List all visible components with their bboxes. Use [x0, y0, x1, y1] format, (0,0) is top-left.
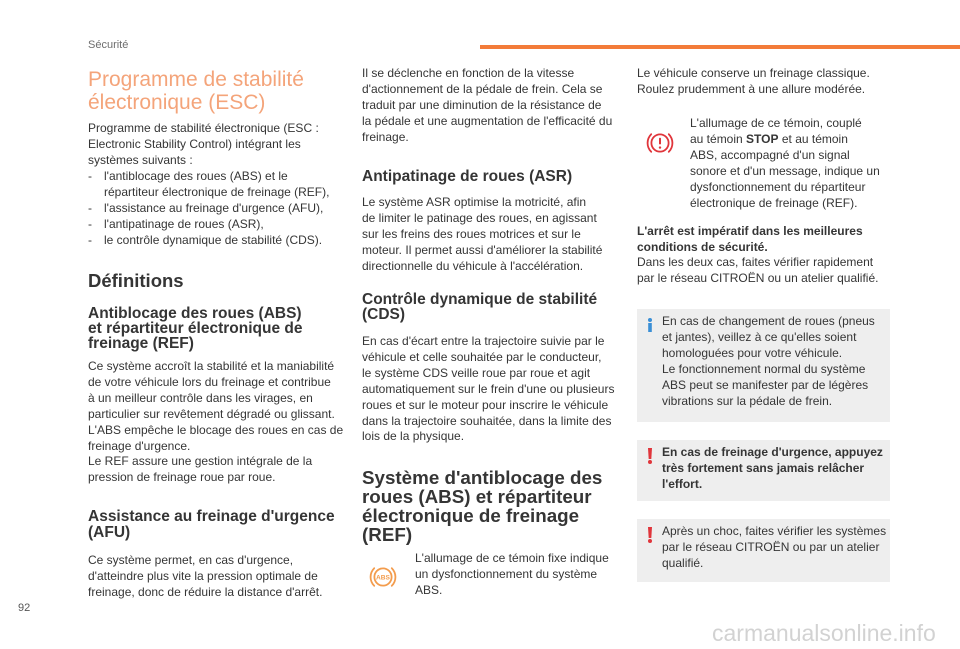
- list-item-text: l'antiblocage des roues (ABS) et le répartiteur électronique de freinage (REF),: [104, 169, 330, 199]
- ref-light-text-end: et au témoin ABS, accompagné d'un signal sonore et d'un message, indique un dysfonctionnement du répartiteur électronique de freinage (REF).: [690, 131, 880, 210]
- exclamation-icon: [646, 448, 654, 464]
- esc-intro: Programme de stabilité électronique (ESC : Electronic Stability Control) intégrant les systèmes suivants :: [88, 121, 319, 167]
- list-item: [88, 201, 329, 217]
- section-label: Sécurité: [88, 39, 129, 51]
- list-item: [88, 217, 329, 233]
- abs-light-consequence: Le véhicule conserve un freinage classique. Roulez prudemment à une allure modérée.: [637, 66, 870, 96]
- exclamation-icon: [646, 527, 654, 543]
- esc-systems-list: [88, 169, 329, 249]
- list-marker: -: [88, 169, 92, 183]
- stop-light-name: STOP: [746, 131, 779, 146]
- list-item: [88, 169, 329, 201]
- brake-icon-exclamation-bar: [659, 138, 661, 145]
- watermark: carmanualsonline.info: [712, 620, 936, 646]
- abs-light-description: L'allumage de ce témoin fixe indique un dysfonctionnement du système ABS.: [415, 551, 609, 597]
- page-number: 92: [18, 602, 31, 614]
- after-impact-note-text: Après un choc, faites vérifier les systèmes par le réseau CITROËN ou par un atelier qualifié.: [662, 524, 887, 570]
- list-marker: -: [88, 200, 92, 215]
- list-marker: -: [88, 232, 92, 247]
- afu-description: Ce système permet, en cas d'urgence, d'atteindre plus vite la pression optimale de freinage, donc de réduire la distance d'arrêt.: [88, 553, 323, 599]
- brake-icon-exclamation-dot: [659, 146, 661, 148]
- abs-ref-description: Ce système accroît la stabilité et la maniabilité de votre véhicule lors du freinage et contribue à un meilleur contrôle dans les virages, en particulier sur revêtement dégradé ou glissant. L'ABS empêche le blocage des roues en cas de freinage d'urgence. Le REF assure une gestion intégrale de la pression de freinage roue par roue.: [88, 359, 344, 485]
- check-advice: Dans les deux cas, faites vérifier rapidement par le réseau CITROËN ou un atelier qualifié.: [637, 255, 879, 285]
- asr-description: Le système ASR optimise la motricité, afin de limiter le patinage des roues, en agissant sur les freins des roues motrices et sur le moteur. Il permet aussi d'améliorer la stabilité directionnelle du véhicule à l'accélération.: [362, 195, 603, 273]
- section-accent-bar: [480, 45, 960, 49]
- cds-heading: Contrôle dynamique de stabilité (CDS): [362, 290, 598, 323]
- ref-light-text-start: L'allumage de ce témoin, couplé au témoin: [690, 116, 862, 146]
- list-item-text: l'antipatinage de roues (ASR),: [104, 216, 264, 231]
- emergency-braking-note-text: En cas de freinage d'urgence, appuyez très fortement sans jamais relâcher l'effort.: [662, 445, 883, 491]
- list-item-text: l'assistance au freinage d'urgence (AFU),: [104, 200, 324, 215]
- after-impact-note: [637, 519, 890, 582]
- brake-warning-light-icon: [646, 129, 674, 157]
- afu-description-continued: Il se déclenche en fonction de la vitesse d'actionnement de la pédale de frein. Cela se traduit par une diminution de la résistance de la pédale et une augmentation de l'efficacité du freinage.: [362, 66, 613, 144]
- emergency-braking-note: [637, 440, 890, 501]
- info-icon: [646, 318, 654, 332]
- list-marker: -: [88, 216, 92, 231]
- definitions-heading: Définitions: [88, 270, 184, 291]
- page-title: Programme de stabilité électronique (ESC): [88, 67, 304, 114]
- ref-light-description: [690, 116, 880, 211]
- info-note: [637, 309, 890, 422]
- abs-icon-label: ABS: [376, 574, 390, 582]
- stop-instruction: L'arrêt est impératif dans les meilleures conditions de sécurité.: [637, 224, 863, 254]
- abs-warning-light-icon: [369, 563, 397, 591]
- cds-description: En cas d'écart entre la trajectoire suivie par le véhicule et celle souhaitée par le conducteur, le système CDS veille roue par roue et agit automatiquement sur le frein d'une ou plusieurs roues et sur le moteur pour inscrire le véhicule dans la trajectoire souhaitée, dans la limite des lois de la physique.: [362, 334, 615, 444]
- abs-ref-system-heading: Système d'antiblocage des roues (ABS) et répartiteur électronique de freinage (REF): [362, 466, 603, 545]
- list-item: [88, 233, 329, 249]
- list-item-text: le contrôle dynamique de stabilité (CDS).: [104, 232, 323, 247]
- abs-ref-heading: Antiblocage des roues (ABS) et répartiteur électronique de freinage (REF): [88, 304, 303, 352]
- info-note-text: En cas de changement de roues (pneus et jantes), veillez à ce qu'elles soient homologuées pour votre véhicule. Le fonctionnement normal du système ABS peut se manifester par de légères vibrations sur la pédale de frein.: [662, 314, 875, 408]
- asr-heading: Antipatinage de roues (ASR): [362, 168, 573, 185]
- afu-heading: Assistance au freinage d'urgence (AFU): [88, 508, 335, 541]
